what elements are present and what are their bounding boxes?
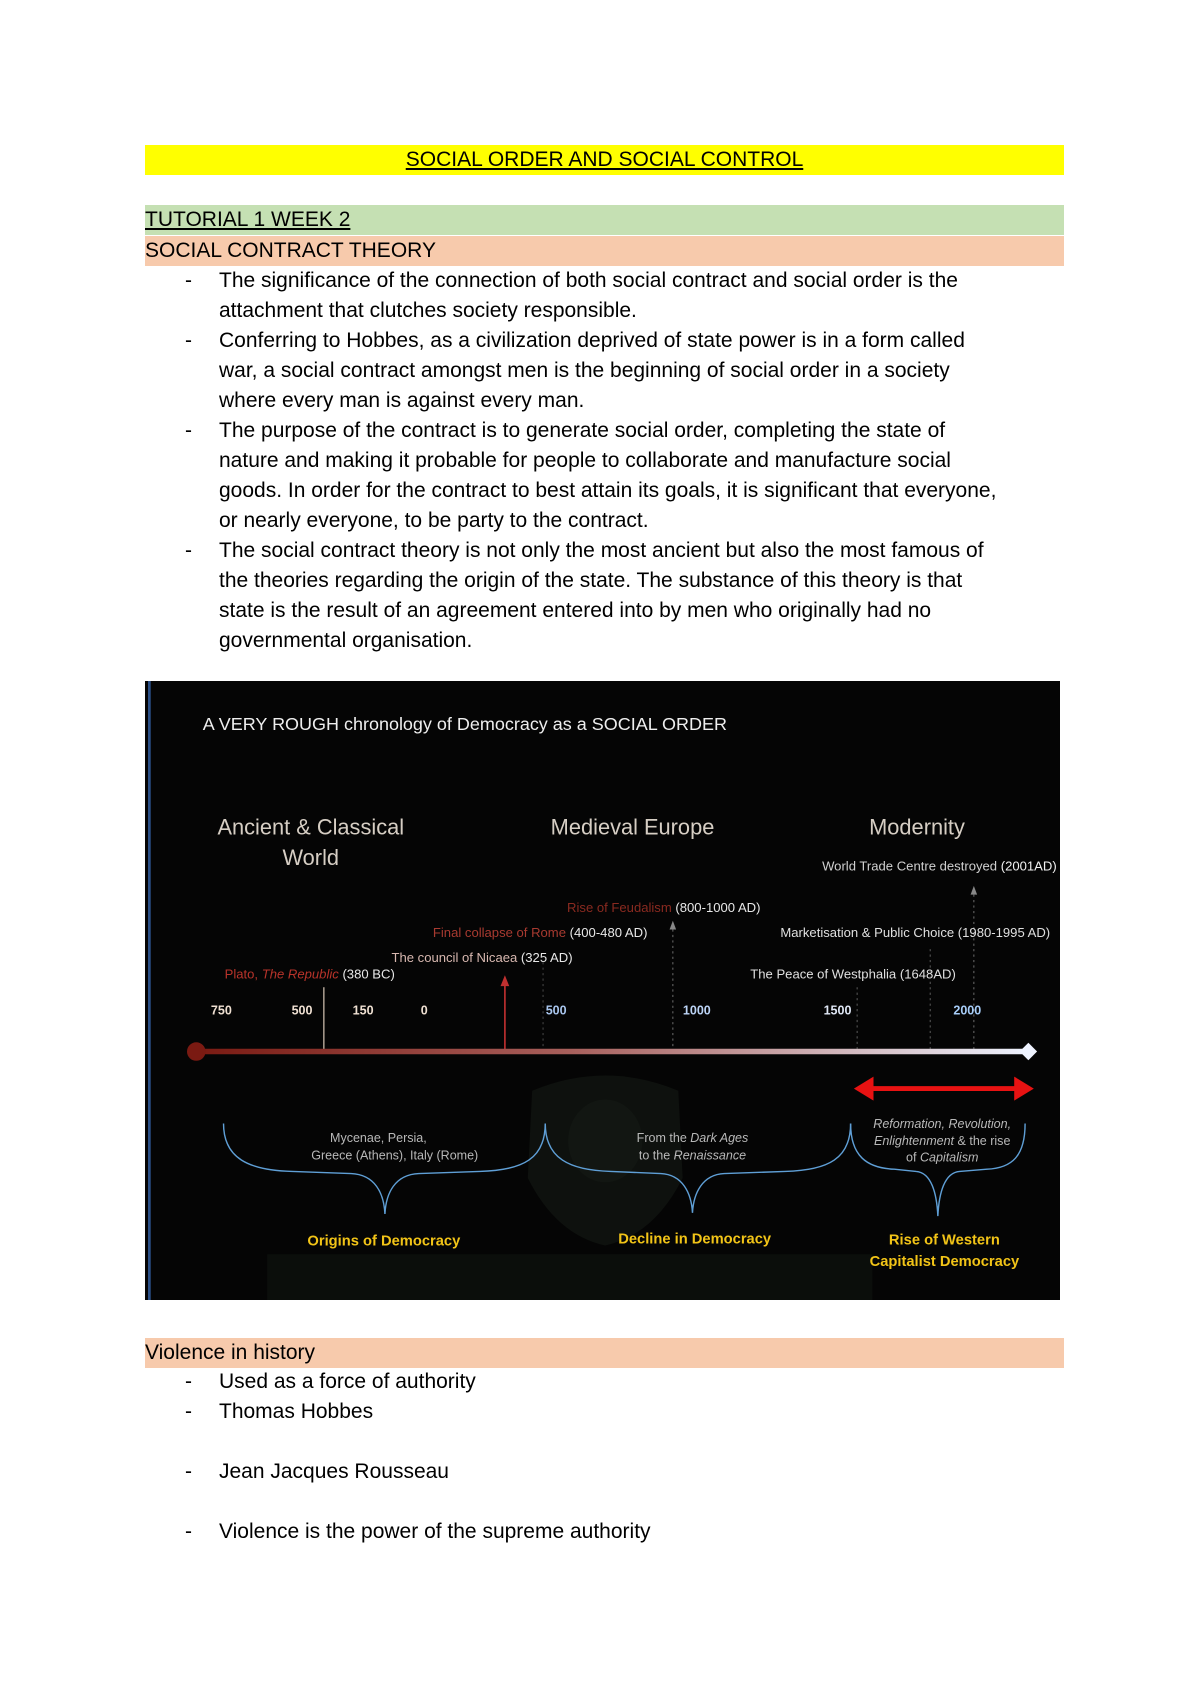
- event-world-trade-centre: [822, 859, 1057, 874]
- bullet-text-line: Violence is the power of the supreme authority: [219, 1520, 651, 1543]
- bullet-text-line: attachment that clutches society responsible.: [219, 299, 637, 322]
- axis-tick-label: 2000: [953, 1003, 982, 1018]
- bullet-text-line: goods. In order for the contract to best attain its goals, it is significant that everyone,: [219, 479, 997, 502]
- bullet-text-line: war, a social contract amongst men is the beginning of social order in a society: [219, 359, 950, 382]
- event-rise-of-feudalism: [567, 900, 760, 915]
- tutorial-heading: TUTORIAL 1 WEEK 2: [145, 208, 351, 231]
- period-description: [639, 1148, 746, 1162]
- bullet-dash: -: [185, 419, 192, 442]
- period-label: Rise of Western: [888, 1232, 1000, 1249]
- event-label: Rise of Feudalism: [567, 900, 672, 916]
- bullet-text-line: The social contract theory is not only the most ancient but also the most famous of: [219, 539, 984, 562]
- period-description: [637, 1131, 749, 1145]
- list-item: [145, 536, 1064, 656]
- event-label-italic: The Republic: [261, 966, 339, 982]
- period-description-text-italic: Capitalism: [919, 1150, 979, 1165]
- period-description: [330, 1131, 427, 1145]
- bullet-dash: -: [185, 1400, 192, 1423]
- section-heading-bar: [145, 1338, 1064, 1368]
- event-date: (2001AD): [1000, 858, 1057, 874]
- event-date: (400-480 AD): [569, 925, 648, 941]
- period-description-text: to the: [638, 1148, 671, 1163]
- period-description-text-italic: Dark Ages: [690, 1130, 749, 1145]
- bullet-dash: -: [185, 539, 192, 562]
- period-description-text: Mycenae, Persia,: [330, 1130, 427, 1145]
- period-description: [906, 1151, 978, 1165]
- bullet-text-line: or nearly everyone, to be party to the contract.: [219, 509, 649, 532]
- event-date: (380 BC): [342, 966, 395, 982]
- timeline-figure: [145, 681, 1060, 1300]
- period-description-text: of: [906, 1150, 917, 1165]
- tutorial-heading-bar: [145, 205, 1064, 235]
- event-peace-of-westphalia: [750, 967, 956, 982]
- axis-tick-label: 500: [291, 1003, 313, 1018]
- period-description-text: Greece (Athens), Italy (Rome): [311, 1148, 479, 1163]
- bullet-text-line: The significance of the connection of both social contract and social order is the: [219, 269, 958, 292]
- era-heading: Medieval Europe: [550, 814, 715, 840]
- event-label: Plato,: [224, 966, 259, 982]
- section-heading-social-contract: SOCIAL CONTRACT THEORY: [145, 239, 436, 262]
- bullet-text-line: governmental organisation.: [219, 629, 473, 652]
- timeline-start-dot: [187, 1042, 206, 1061]
- period-description: [873, 1117, 1011, 1131]
- period-label: Origins of Democracy: [307, 1233, 461, 1250]
- period-description-text: From the: [636, 1130, 687, 1145]
- bullet-text-line: The purpose of the contract is to generate social order, completing the state of: [219, 419, 946, 442]
- period-label: Decline in Democracy: [618, 1231, 772, 1248]
- event-label: The Peace of Westphalia: [750, 966, 897, 982]
- period-label: Capitalist Democracy: [869, 1254, 1020, 1271]
- bullet-dash: -: [185, 269, 192, 292]
- event-label: World Trade Centre destroyed: [822, 858, 998, 874]
- event-label: Marketisation & Public Choice: [780, 925, 955, 941]
- axis-tick-label: 0: [420, 1003, 428, 1018]
- event-marketisation: [780, 925, 1050, 940]
- period-description-text-italic: Renaissance: [673, 1148, 747, 1163]
- bullet-text-line: Conferring to Hobbes, as a civilization deprived of state power is in a form called: [219, 329, 965, 352]
- bullet-text-line: the theories regarding the origin of the state. The substance of this theory is that: [219, 569, 963, 592]
- bullet-text-line: state is the result of an agreement entered into by men who originally had no: [219, 599, 932, 622]
- figure-title: A VERY ROUGH chronology of Democracy as a SOCIAL ORDER: [202, 714, 727, 735]
- event-council-of-nicaea: [391, 950, 572, 965]
- event-plato-republic: [225, 967, 395, 982]
- document-title-bar: [145, 145, 1064, 175]
- document-title: SOCIAL ORDER AND SOCIAL CONTROL: [405, 148, 804, 171]
- violence-bullet-list: [145, 1367, 1064, 1547]
- event-label: Final collapse of Rome: [432, 925, 566, 941]
- event-date: (800-1000 AD): [675, 900, 761, 916]
- period-description: [311, 1148, 478, 1162]
- bullet-dash: -: [185, 1520, 192, 1543]
- axis-tick-label: 750: [210, 1003, 232, 1018]
- axis-tick-label: 150: [352, 1003, 374, 1018]
- event-collapse-of-rome: [433, 925, 648, 940]
- event-date: (1648AD): [899, 966, 956, 982]
- bullet-dash: -: [185, 1370, 192, 1393]
- period-description-text-italic: Enlightenment: [874, 1134, 955, 1149]
- social-contract-bullet-list: [145, 266, 1064, 656]
- list-item: [145, 1397, 1064, 1427]
- axis-tick-label: 1000: [682, 1003, 711, 1018]
- list-item: [145, 266, 1064, 326]
- era-heading: Ancient & Classical: [217, 814, 405, 840]
- era-heading: Modernity: [869, 814, 965, 840]
- bullet-dash: -: [185, 1460, 192, 1483]
- event-date: (1980-1995 AD): [957, 925, 1051, 941]
- period-description: [874, 1134, 1010, 1148]
- bullet-text-line: Used as a force of authority: [219, 1370, 476, 1393]
- bullet-dash: -: [185, 329, 192, 352]
- section-heading-bar: [145, 236, 1064, 266]
- bullet-text-line: Jean Jacques Rousseau: [219, 1460, 449, 1483]
- period-description-text-italic: Reformation, Revolution,: [873, 1116, 1012, 1131]
- bullet-text-line: nature and making it probable for people to collaborate and manufacture social: [219, 449, 951, 472]
- list-item: [145, 1517, 1064, 1547]
- bullet-text-line: Thomas Hobbes: [219, 1400, 374, 1423]
- section-heading-violence: Violence in history: [145, 1341, 316, 1364]
- list-item: [145, 1457, 1064, 1487]
- axis-tick-label: 1500: [823, 1003, 852, 1018]
- list-item: [145, 416, 1064, 536]
- event-label: The council of Nicaea: [391, 950, 518, 966]
- list-item: [145, 326, 1064, 416]
- list-item: [145, 1367, 1064, 1397]
- bullet-text-line: where every man is against every man.: [219, 389, 585, 412]
- period-description-text: & the rise: [957, 1134, 1011, 1149]
- era-heading: World: [282, 845, 340, 871]
- axis-tick-label: 500: [545, 1003, 567, 1018]
- event-date: (325 AD): [520, 950, 573, 966]
